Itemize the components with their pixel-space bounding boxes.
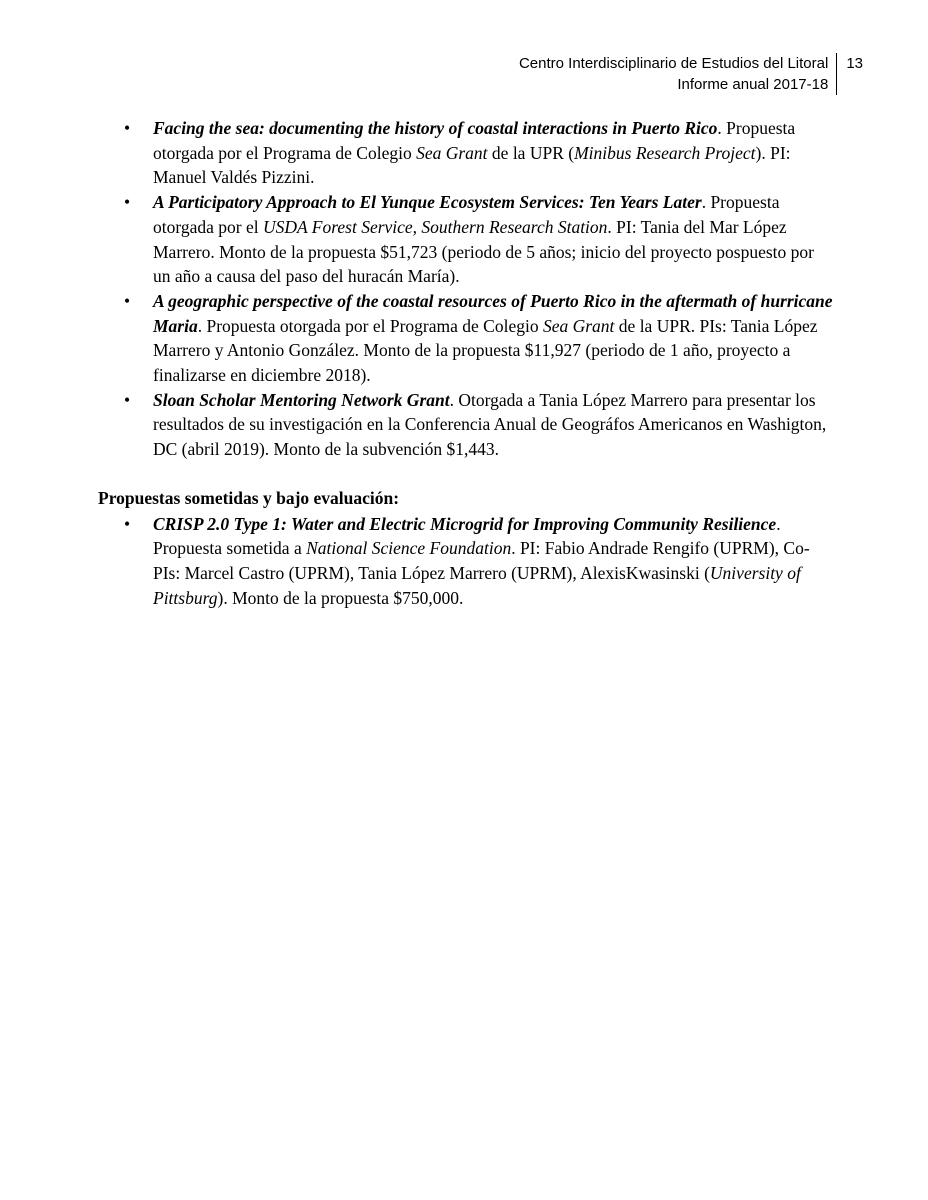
grant-project: Minibus Research Project xyxy=(574,142,756,163)
grant-text: . PI: Tania del Mar López Marrero. Monto de la propuesta $51,723 (periodo de 5 años; inicio del proyecto pospuesto por un año a causa del paso del huracán María). xyxy=(153,216,814,287)
list-item xyxy=(98,116,833,190)
bullet-icon: • xyxy=(124,290,131,311)
list-item xyxy=(98,388,833,462)
grant-text: . Propuesta otorgada por el Programa de Colegio xyxy=(153,118,796,163)
proposal-agency: National Science Foundation xyxy=(306,538,512,559)
bullet-icon: • xyxy=(124,389,131,410)
header-institution: Centro Interdisciplinario de Estudios del Litoral xyxy=(518,55,829,72)
bullet-icon: • xyxy=(124,513,131,534)
section-heading: Propuestas sometidas y bajo evaluación: xyxy=(98,487,400,508)
grant-title: Sloan Scholar Mentoring Network Grant xyxy=(153,389,450,410)
grant-text: ). PI: Manuel Valdés Pizzini. xyxy=(153,142,791,188)
document-body xyxy=(98,116,833,610)
grants-list xyxy=(98,116,833,462)
grant-text: . Propuesta otorgada por el Programa de Colegio xyxy=(197,315,543,336)
bullet-icon: • xyxy=(124,192,131,213)
grant-title: A geographic perspective of the coastal resources of Puerto Rico in the aftermath of hurricane Maria xyxy=(153,290,833,336)
grant-text: . Otorgada a Tania López Marrero para presentar los resultados de su investigación en la Conferencia Anual de Geográfos Americanos en Washigton, DC (abril 2019). Monto de la subvención $1,443. xyxy=(153,389,827,460)
bullet-icon: • xyxy=(124,118,131,138)
proposal-text: ). Monto de la propuesta $750,000. xyxy=(217,587,464,608)
grant-text: de la UPR. PIs: Tania López Marrero y Antonio González. Monto de la propuesta $11,927 (periodo de 1 año, proyecto a finalizarse en diciembre 2018). xyxy=(153,315,818,386)
page-number: 13 xyxy=(846,55,863,72)
pending-proposals-list xyxy=(98,512,833,611)
grant-title: A Participatory Approach to El Yunque Ecosystem Services: Ten Years Later xyxy=(153,192,702,213)
header-report-title: Informe anual 2017-18 xyxy=(677,76,829,93)
list-item xyxy=(98,190,833,289)
page-header xyxy=(519,53,863,95)
header-title-block xyxy=(519,53,837,95)
grant-text: . Propuesta otorgada por el xyxy=(153,192,780,237)
proposal-university: University of Pittsburg xyxy=(153,562,801,608)
grant-agency: USDA Forest Service, Southern Research Station xyxy=(263,216,608,237)
list-item xyxy=(98,289,833,388)
list-item xyxy=(98,512,833,611)
grant-text: de la UPR ( xyxy=(487,142,575,163)
proposal-text: . PI: Fabio Andrade Rengifo (UPRM), Co-PIs: Marcel Castro (UPRM), Tania López Marrero (UPRM), AlexisKwasinski ( xyxy=(153,538,810,583)
proposal-title: CRISP 2.0 Type 1: Water and Electric Microgrid for Improving Community Resilience xyxy=(153,513,777,534)
grant-program: Sea Grant xyxy=(542,315,615,336)
proposal-text: . Propuesta sometida a xyxy=(153,513,781,559)
grant-title: Facing the sea: documenting the history of coastal interactions in Puerto Rico xyxy=(153,118,718,138)
grant-program: Sea Grant xyxy=(416,142,488,163)
